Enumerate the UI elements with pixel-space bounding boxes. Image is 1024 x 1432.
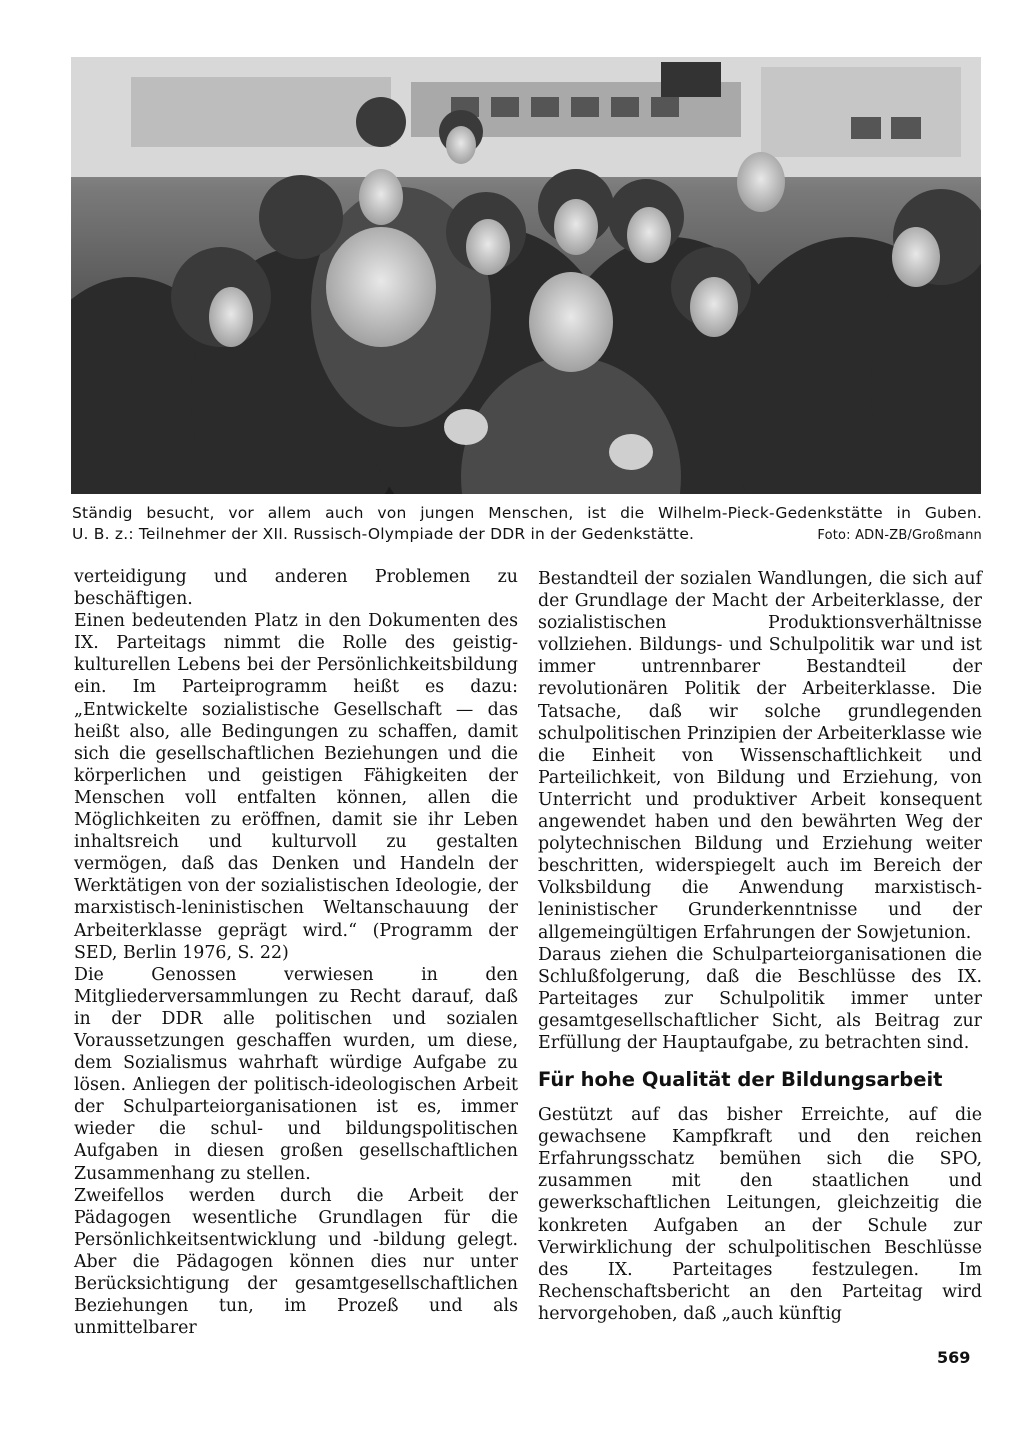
caption-line-2: U. B. z.: Teilnehmer der XII. Russisch-Olympiade der DDR in der Gedenkstätte. <box>72 525 695 543</box>
photo <box>71 57 981 494</box>
photo-illustration <box>71 57 981 494</box>
caption-line-2-row <box>72 524 982 546</box>
paragraph: Die Genossen verwiesen in den Mitgliederversammlungen zu Recht darauf, daß in der DDR alle politischen und sozialen Voraussetzungen geschaffen wurden, um diese, dem Sozialismus wahrhaft würdige Aufgabe zu lösen. Anliegen der politisch-ideologischen Arbeit der Schulparteiorganisationen ist es, immer wieder die schul- und bildungspolitischen Aufgaben in diesen großen gesellschaftlichen Zusammenhang zu stellen. <box>74 964 518 1184</box>
paragraph: Zweifellos werden durch die Arbeit der Pädagogen wesentliche Grundlagen für die Persönlichkeitsentwicklung und -bildung gelegt. Aber die Pädagogen können dies nur unter Berücksichtigung der gesamtgesellschaftlichen Beziehungen tun, im Prozeß und als unmittelbarer <box>74 1185 518 1339</box>
left-column <box>74 566 518 1339</box>
section-heading: Für hohe Qualität der Bildungsarbeit <box>538 1068 943 1092</box>
paragraph: Bestandteil der sozialen Wandlungen, die sich auf der Grundlage der Macht der Arbeiterklasse, der sozialistischen Produktionsverhältnisse vollziehen. Bildungs- und Schulpolitik war und ist immer untrennbarer Bestandteil der revolutionären Politik der Arbeiterklasse. Die Tatsache, daß wir solche grundlegenden schulpolitischen Prinzipien der Arbeiterklasse wie die Einheit von Wissenschaftlichkeit und Parteilichkeit, von Bildung und Erziehung, von Unterricht und produktiver Arbeit konsequent angewendet haben und den bewährten Weg der polytechnischen Bildung und Erziehung weiter beschritten, widerspiegelt auch im Bereich der Volksbildung die Anwendung marxistisch-leninistischer Grunderkenntnisse und der allgemeingültigen Erfahrungen der Sowjetunion. <box>538 569 982 943</box>
photo-caption <box>72 503 982 546</box>
right-column <box>538 568 982 1325</box>
paragraph: Gestützt auf das bisher Erreichte, auf die gewachsene Kampfkraft und den reichen Erfahrungsschatz bemühen sich die SPO, zusammen mit den staatlichen und gewerkschaftlichen Leitungen, gleichzeitig die konkreten Aufgaben an der Schule zur Verwirklichung der schulpolitischen Beschlüsse des IX. Parteitages festzulegen. Im Rechenschaftsbericht an den Parteitag wird hervorgehoben, daß „auch künftig <box>538 1105 982 1324</box>
photo-credit: Foto: ADN-ZB/Großmann <box>817 528 982 543</box>
page-number: 569 <box>937 1348 971 1367</box>
paragraph: Daraus ziehen die Schulparteiorganisationen die Schlußfolgerung, daß die Beschlüsse des IX. Parteitages zur Schulpolitik immer unter gesamtgesellschaftlicher Sicht, als Beitrag zur Erfüllung der Hauptaufgabe, zu betrachten sind. <box>538 944 982 1053</box>
caption-line-1: Ständig besucht, vor allem auch von jungen Menschen, ist die Wilhelm-Pieck-Gedenkstätte in Guben. <box>72 504 982 522</box>
paragraph: Einen bedeutenden Platz in den Dokumenten des IX. Parteitags nimmt die Rolle des geistig-kulturellen Lebens bei der Persönlichkeitsbildung ein. Im Parteiprogramm heißt es dazu: „Entwickelte sozialistische Gesellschaft — das heißt also, alle Bedingungen zu schaffen, damit sich die gesellschaftlichen Beziehungen und die körperlichen und geistigen Fähigkeiten der Menschen voll entfalten können, allen die Möglichkeiten zu eröffnen, damit sie ihr Leben inhaltsreich und kulturvoll zu gestalten vermögen, daß das Denken und Handeln der Werktätigen von der sozialistischen Ideologie, der marxistisch-leninistischen Weltanschauung der Arbeiterklasse geprägt wird.“ (Programm der SED, Berlin 1976, S. 22) <box>74 611 518 963</box>
paragraph: verteidigung und anderen Problemen zu beschäftigen. <box>74 567 518 610</box>
